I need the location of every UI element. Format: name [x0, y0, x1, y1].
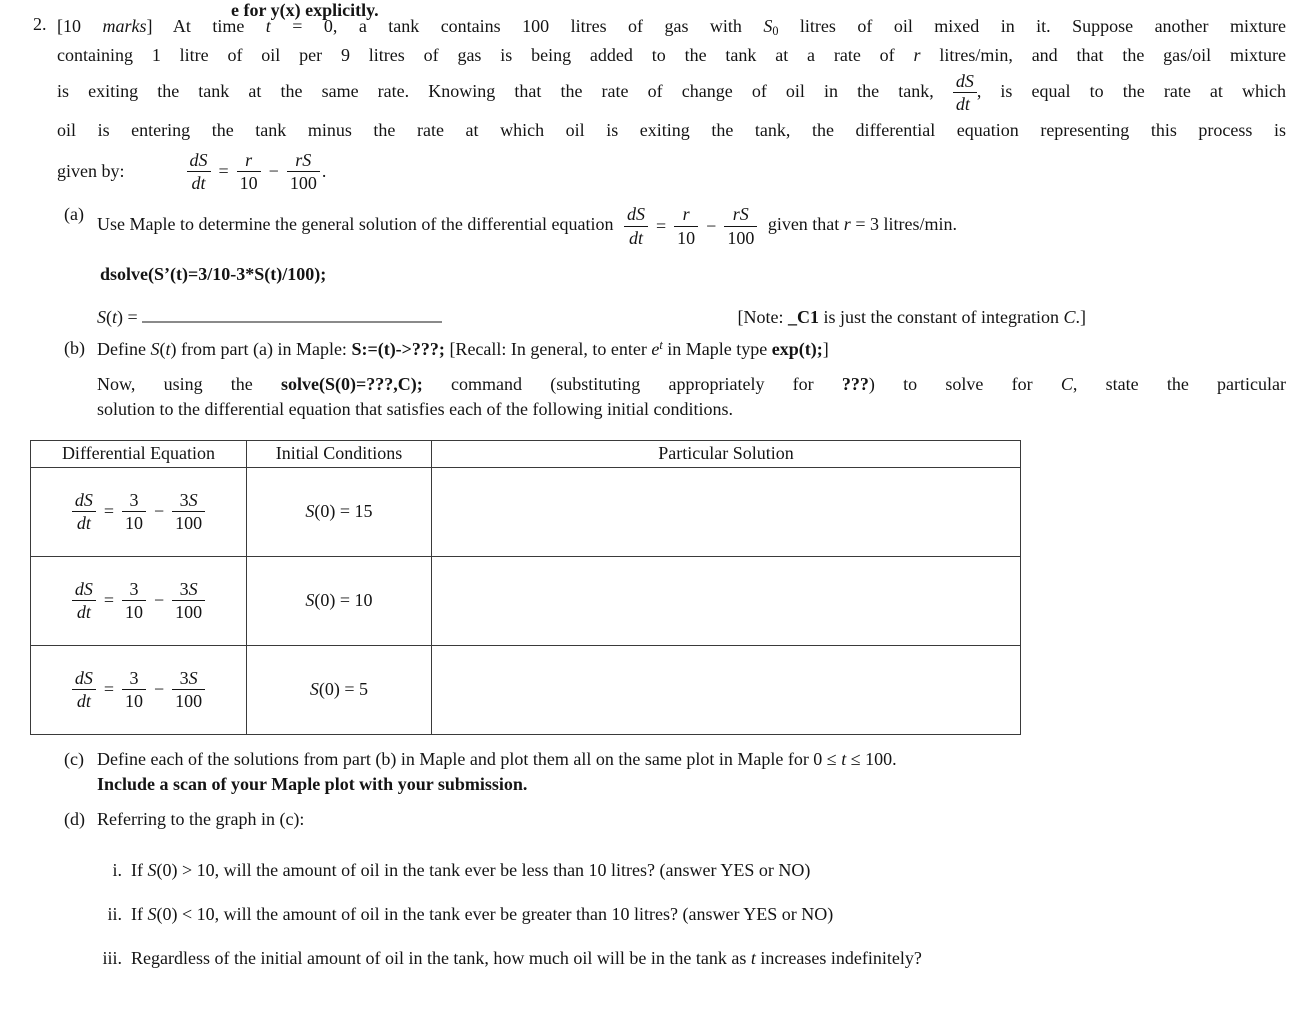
- part-d: [64, 809, 1309, 830]
- main-differential-equation: [187, 150, 327, 193]
- equals-sign: =: [103, 679, 114, 700]
- header-differential-equation: Differential Equation: [31, 440, 247, 467]
- frac-denominator: 10: [239, 172, 258, 193]
- var-s: S: [305, 590, 315, 611]
- header-particular-solution: Particular Solution: [432, 440, 1021, 467]
- part-b-label: (b): [64, 337, 85, 358]
- text: , state the particular: [1072, 373, 1287, 394]
- question-iii: [90, 946, 1309, 970]
- initial-condition-cell: [247, 467, 432, 556]
- text: containing 1 litre of oil per 9 litres of gas is being added to the tank at a rate of: [57, 45, 914, 66]
- question-i: [90, 858, 1309, 882]
- frac-numerator: dS: [187, 150, 211, 172]
- equals-sign: =: [103, 590, 114, 611]
- frac-denominator: dt: [76, 602, 91, 623]
- question-ii-text: [131, 902, 833, 926]
- var-c: C: [1063, 306, 1076, 327]
- var-s: S: [97, 306, 106, 327]
- text: command (substituting appropriately for: [422, 373, 842, 394]
- frac-denominator: 10: [125, 691, 143, 712]
- conditions-table: [30, 440, 1021, 735]
- initial-condition-value: (0) = 5: [318, 679, 369, 700]
- maple-define-code: S:=(t)->???;: [351, 338, 445, 359]
- superscript-t: t: [659, 337, 663, 352]
- var-e: e: [651, 338, 660, 359]
- frac-numerator: dS: [72, 668, 96, 690]
- frac-denominator: dt: [76, 513, 91, 534]
- subscript-0: 0: [772, 24, 779, 39]
- part-c-text: [97, 749, 1309, 795]
- coefficient-3: 3: [179, 490, 189, 511]
- problem-statement: [33, 14, 1309, 142]
- part-a-text: [97, 204, 1309, 247]
- initial-condition-value: (0) = 10: [314, 590, 373, 611]
- var-s: S: [147, 859, 157, 880]
- part-c: [64, 749, 1309, 795]
- text: = 0, a tank contains 100 litres of gas with: [270, 16, 764, 36]
- row-differential-equation: [72, 579, 205, 622]
- period: .: [321, 160, 327, 181]
- particular-solution-cell: [432, 556, 1021, 645]
- maple-solve-code: solve(S(0)=???,C);: [281, 373, 423, 394]
- text: [Note:: [737, 306, 789, 327]
- given-by-label: given by:: [57, 160, 125, 181]
- text: (0) < 10, will the amount of oil in the tank ever be greater than 10 litres? (answer YES or NO): [156, 903, 834, 924]
- frac-numerator: dS: [953, 71, 977, 93]
- frac-3s-100: [172, 668, 205, 711]
- part-a: [64, 204, 1309, 247]
- part-b: [64, 338, 1309, 360]
- equals-sign: =: [656, 215, 667, 236]
- question-i-text: [131, 858, 810, 882]
- frac-denominator: dt: [191, 172, 206, 193]
- text: ) to solve for: [868, 373, 1061, 394]
- text: Regardless of the initial amount of oil in the tank, how much oil will be in the tank as: [131, 947, 751, 968]
- frac-ds-dt: [187, 150, 211, 193]
- frac-denominator: 10: [677, 227, 696, 248]
- var-t: t: [750, 947, 756, 968]
- part-d-label: (d): [64, 808, 85, 829]
- frac-denominator: dt: [76, 691, 91, 712]
- var-r: r: [913, 45, 921, 66]
- solution-lhs: [97, 307, 442, 328]
- frac-denominator: 100: [175, 691, 203, 712]
- minus-sign: −: [154, 501, 165, 522]
- text: increases indefinitely?: [755, 947, 922, 968]
- row-differential-equation: [72, 668, 205, 711]
- text: Define: [97, 338, 151, 359]
- var-s: S: [150, 338, 160, 359]
- var-s: S: [763, 16, 773, 36]
- var-s: S: [188, 579, 198, 600]
- equation-cell: [31, 467, 247, 556]
- dsolve-command: dsolve(S’(t)=3/10-3*S(t)/100);: [100, 263, 327, 284]
- minus-sign: −: [154, 679, 165, 700]
- initial-condition-value: (0) = 15: [314, 501, 373, 522]
- frac-r-10: [674, 204, 698, 247]
- problem-text: [57, 14, 1286, 142]
- solve-paragraph-line-2: solution to the differential equation that satisfies each of the following initial conditions.: [97, 398, 734, 419]
- frac-ds-dt: [72, 668, 96, 711]
- table-row: [31, 556, 1021, 645]
- frac-numerator: 3: [122, 668, 146, 690]
- statement-line-4: oil is entering the tank minus the rate at which oil is exiting the tank, the differential equation representing this process is: [57, 120, 1286, 141]
- text: = 3 litres/min.: [850, 214, 957, 235]
- equation-cell: [31, 645, 247, 734]
- var-s: S: [309, 679, 319, 700]
- frac-ds-dt: [72, 579, 96, 622]
- frac-numerator: dS: [624, 204, 648, 226]
- frac-denominator: 100: [175, 602, 203, 623]
- frac-denominator: dt: [628, 227, 643, 248]
- text: [Recall: In general, to enter: [444, 338, 652, 359]
- maple-exp-code: exp(t);: [771, 338, 823, 359]
- part-b-text: [97, 338, 1309, 360]
- equation-cell: [31, 556, 247, 645]
- question-ii-label: ii.: [107, 903, 122, 924]
- text-italic: marks: [102, 16, 147, 36]
- minus-sign: −: [268, 160, 279, 181]
- clipped-text: e for y(x) explicitly.: [231, 0, 379, 20]
- coefficient-3: 3: [179, 668, 189, 689]
- row-differential-equation: [72, 490, 205, 533]
- text: Use Maple to determine the general solution of the differential equation: [97, 214, 614, 235]
- var-s: S: [188, 668, 198, 689]
- equals-sign: =: [218, 160, 229, 181]
- header-initial-conditions: Initial Conditions: [247, 440, 432, 467]
- question-ii: [90, 902, 1309, 926]
- statement-line-2: [57, 43, 1286, 67]
- frac-3-10: [122, 490, 146, 533]
- text: given that: [767, 214, 844, 235]
- coefficient-3: 3: [179, 579, 189, 600]
- question-i-label: i.: [112, 859, 122, 880]
- part-c-label: (c): [64, 748, 84, 769]
- table-header-row: [31, 440, 1021, 467]
- text: ] At time: [146, 16, 266, 36]
- frac-numerator: dS: [72, 579, 96, 601]
- text: is exiting the tank at the same rate. Knowing that the rate of change of oil in the tank,: [57, 80, 953, 101]
- frac-r-10: [237, 150, 261, 193]
- text: ) from part (a) in Maple:: [170, 338, 352, 359]
- frac-3s-100: [172, 579, 205, 622]
- text: If: [131, 859, 148, 880]
- text: (: [159, 338, 166, 359]
- frac-denominator: 10: [125, 602, 143, 623]
- particular-solution-cell: [432, 645, 1021, 734]
- c1-constant: _C1: [788, 306, 820, 327]
- frac-3-10: [122, 668, 146, 711]
- var-r: r: [843, 214, 851, 235]
- table-row: [31, 467, 1021, 556]
- frac-denominator: 100: [175, 513, 203, 534]
- solution-blank-row: [97, 307, 1086, 328]
- var-s: S: [305, 501, 315, 522]
- text: Define each of the solutions from part (b) in Maple and plot them all on the same plot in Maple for 0 ≤: [97, 748, 842, 769]
- frac-numerator: r: [237, 150, 261, 172]
- text: litres of oil mixed in it. Suppose another mixture: [778, 16, 1286, 36]
- var-s: S: [147, 903, 157, 924]
- text: ) =: [117, 306, 143, 327]
- frac-rs-100: [724, 204, 757, 247]
- frac-denominator: 100: [289, 172, 317, 193]
- text: .]: [1075, 306, 1086, 327]
- solve-paragraph: [97, 372, 1286, 422]
- answer-blank-line: [142, 307, 442, 323]
- placeholder-question-marks: ???: [841, 373, 869, 394]
- problem-number: 2.: [33, 14, 47, 34]
- var-t: t: [265, 16, 271, 36]
- frac-rs-100: [287, 150, 320, 193]
- text: (: [106, 306, 112, 327]
- clipped-previous-line: [231, 0, 591, 23]
- var-t: t: [112, 306, 118, 327]
- frac-numerator: 3: [122, 579, 146, 601]
- text: Now, using the: [97, 373, 282, 394]
- frac-numerator: rS: [287, 150, 320, 172]
- frac-numerator: r: [674, 204, 698, 226]
- part-c-line-1: [97, 749, 1309, 770]
- part-a-label: (a): [64, 204, 84, 225]
- solve-paragraph-line-1: [97, 372, 1286, 397]
- given-by-row: [57, 146, 1309, 196]
- text: (0) > 10, will the amount of oil in the tank ever be less than 10 litres? (answer YES or NO): [156, 859, 811, 880]
- frac-numerator: [172, 579, 205, 601]
- frac-numerator: [172, 490, 205, 512]
- frac-ds-dt: [624, 204, 648, 247]
- text: is just the constant of integration: [819, 306, 1064, 327]
- question-iii-label: iii.: [102, 947, 122, 968]
- frac-denominator: 10: [125, 513, 143, 534]
- var-t: t: [165, 338, 171, 359]
- particular-solution-cell: [432, 467, 1021, 556]
- text: in Maple type: [662, 338, 772, 359]
- minus-sign: −: [154, 590, 165, 611]
- var-t: t: [841, 748, 847, 769]
- frac-denominator: dt: [955, 94, 970, 115]
- text: ≤ 100.: [846, 748, 897, 769]
- frac-numerator: rS: [724, 204, 757, 226]
- text: litres/min, and that the gas/oil mixture: [920, 45, 1286, 66]
- initial-condition-cell: [247, 556, 432, 645]
- frac-numerator: 3: [122, 490, 146, 512]
- table-row: [31, 645, 1021, 734]
- note-c1: [738, 307, 1086, 328]
- frac-3-10: [122, 579, 146, 622]
- inline-differential-equation: [624, 204, 757, 247]
- frac-denominator: 100: [727, 227, 755, 248]
- frac-numerator: dS: [72, 490, 96, 512]
- question-iii-text: [131, 946, 922, 970]
- part-c-bold-instruction: Include a scan of your Maple plot with your submission.: [97, 773, 528, 794]
- frac-ds-dt: [953, 71, 977, 114]
- text: [10: [57, 16, 103, 36]
- part-d-text: Referring to the graph in (c):: [97, 808, 305, 829]
- text: , is equal to the rate at which: [976, 80, 1286, 101]
- frac-ds-dt: [72, 490, 96, 533]
- minus-sign: −: [706, 215, 717, 236]
- frac-numerator: [172, 668, 205, 690]
- equals-sign: =: [103, 501, 114, 522]
- text: ]: [822, 338, 829, 359]
- var-s: S: [188, 490, 198, 511]
- text: If: [131, 903, 148, 924]
- var-c: C: [1060, 373, 1073, 394]
- initial-condition-cell: [247, 645, 432, 734]
- statement-line-3: [57, 67, 1286, 118]
- frac-3s-100: [172, 490, 205, 533]
